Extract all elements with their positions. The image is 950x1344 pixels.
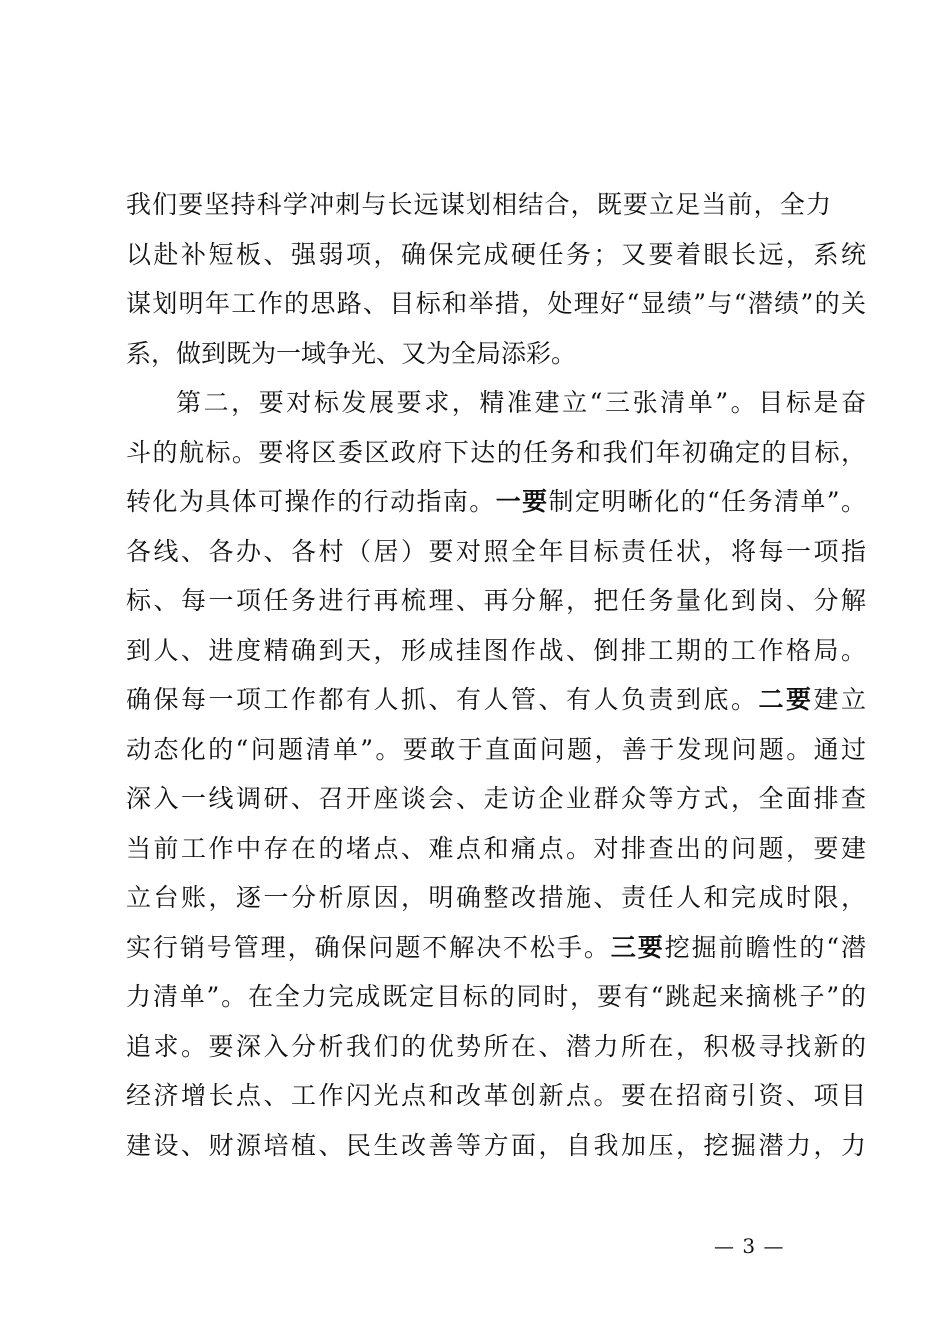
paragraph-2-line-10: 当前工作中存在的堵点、难点和痛点。对排查出的问题，要建 <box>126 833 866 863</box>
text-segment: 实行销号管理，确保问题不解决不松手。 <box>126 932 611 962</box>
paragraph-2-line-16: 建设、财源培植、民生改善等方面，自我加压，挖掘潜力，力 <box>126 1130 866 1160</box>
paragraph-2-line-3 <box>126 477 866 527</box>
paragraph-2-line-9: 深入一线调研、召开座谈会、走访企业群众等方式，全面排查 <box>126 784 866 813</box>
paragraph-1-line-4: 系，做到既为一域争光、又为全局添彩。 <box>126 338 577 368</box>
text-segment: 确保每一项工作都有人抓、有人管、有人负责到底。 <box>126 685 759 714</box>
paragraph-2-line-12 <box>126 923 866 973</box>
paragraph-2-line-15: 经济增长点、工作闪光点和改革创新点。要在招商引资、项目 <box>126 1081 866 1110</box>
document-body <box>126 180 866 1170</box>
paragraph-2-line-14: 追求。要深入分析我们的优势所在、潜力所在，积极寻找新的 <box>126 1031 866 1061</box>
paragraph-2-line-7 <box>126 675 866 725</box>
page-number: — 3 — <box>714 1234 785 1258</box>
text-segment: 建立 <box>813 685 866 714</box>
text-segment: 转化为具体可操作的行动指南。 <box>126 487 496 516</box>
emphasis-third: 三要 <box>610 932 665 962</box>
text-segment: 挖掘前瞻性的“潜 <box>664 932 866 962</box>
paragraph-2-line-11: 立台账，逐一分析原因，明确整改措施、责任人和完成时限， <box>126 883 866 912</box>
paragraph-2-line-2: 斗的航标。要将区委区政府下达的任务和我们年初确定的目标， <box>126 437 866 467</box>
paragraph-2-line-6: 到人、进度精确到天，形成挂图作战、倒排工期的工作格局。 <box>126 635 866 665</box>
paragraph-1-line-1: 我们要坚持科学冲刺与长远谋划相结合，既要立足当前，全力 <box>126 190 831 219</box>
paragraph-2-line-13: 力清单”。在全力完成既定目标的同时，要有“跳起来摘桃子”的 <box>126 982 866 1011</box>
text-segment: 制定明晰化的“任务清单”。 <box>548 487 866 516</box>
paragraph-2-line-8: 动态化的“问题清单”。要敢于直面问题，善于发现问题。通过 <box>126 734 866 764</box>
paragraph-1-line-3: 谋划明年工作的思路、目标和举措，处理好“显绩”与“潜绩”的关 <box>126 289 866 318</box>
emphasis-second: 二要 <box>758 685 814 714</box>
paragraph-2-line-1: 第二，要对标发展要求，精准建立“三张清单”。目标是奋 <box>176 388 866 417</box>
paragraph-2-line-5: 标、每一项任务进行再梳理、再分解，把任务量化到岗、分解 <box>126 586 866 615</box>
emphasis-first: 一要 <box>495 487 549 516</box>
paragraph-1-line-2: 以赴补短板、强弱项，确保完成硬任务；又要着眼长远，系统 <box>126 239 866 269</box>
paragraph-2-line-4: 各线、各办、各村（居）要对照全年目标责任状，将每一项指 <box>126 536 866 566</box>
